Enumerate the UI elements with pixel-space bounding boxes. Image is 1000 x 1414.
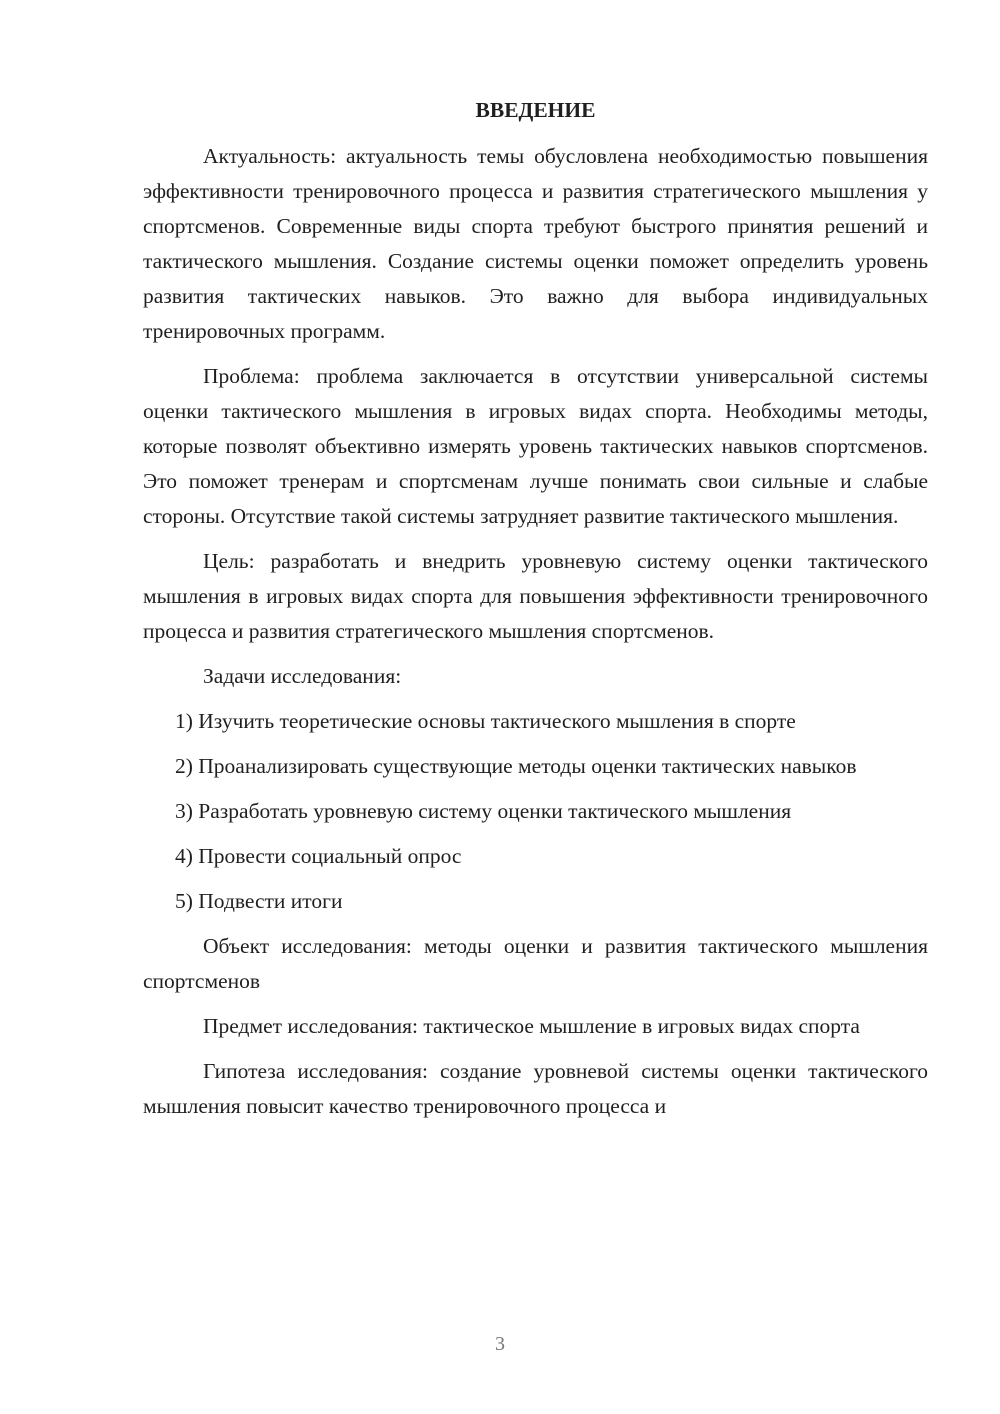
tasks-title: Задачи исследования: (203, 664, 402, 688)
task-item: 2) Проанализировать существующие методы оценки тактических навыков (175, 754, 857, 778)
task-item: 5) Подвести итоги (175, 889, 343, 913)
hypothesis-paragraph: Гипотеза исследования: создание уровневой системы оценки тактического мышления повысит качество тренировочного процесса и (143, 1059, 928, 1118)
task-item: 3) Разработать уровневую систему оценки тактического мышления (175, 799, 792, 823)
page-content (143, 95, 928, 1134)
relevance-paragraph: Актуальность: актуальность темы обусловлена необходимостью повышения эффективности тренировочного процесса и развития стратегического мышления у спортсменов. Современные виды спорта требуют быстрого принятия решений и тактического мышления. Создание системы оценки поможет определить уровень развития тактических навыков. Это важно для выбора индивидуальных тренировочных программ. (143, 144, 928, 343)
section-heading: ВВЕДЕНИЕ (475, 98, 596, 122)
task-item: 1) Изучить теоретические основы тактического мышления в спорте (175, 709, 796, 733)
subject-paragraph: Предмет исследования: тактическое мышление в игровых видах спорта (203, 1014, 860, 1038)
problem-paragraph: Проблема: проблема заключается в отсутствии универсальной системы оценки тактического мышления в игровых видах спорта. Необходимы методы, которые позволят объективно измерять уровень тактических навыков спортсменов. Это поможет тренерам и спортсменам лучше понимать свои сильные и слабые стороны. Отсутствие такой системы затрудняет развитие тактического мышления. (143, 364, 928, 528)
page-number: 3 (495, 1333, 505, 1355)
task-item: 4) Провести социальный опрос (175, 844, 462, 868)
object-paragraph: Объект исследования: методы оценки и развития тактического мышления спортсменов (143, 934, 928, 993)
goal-paragraph: Цель: разработать и внедрить уровневую систему оценки тактического мышления в игровых видах спорта для повышения эффективности тренировочного процесса и развития стратегического мышления спортсменов. (143, 549, 928, 643)
